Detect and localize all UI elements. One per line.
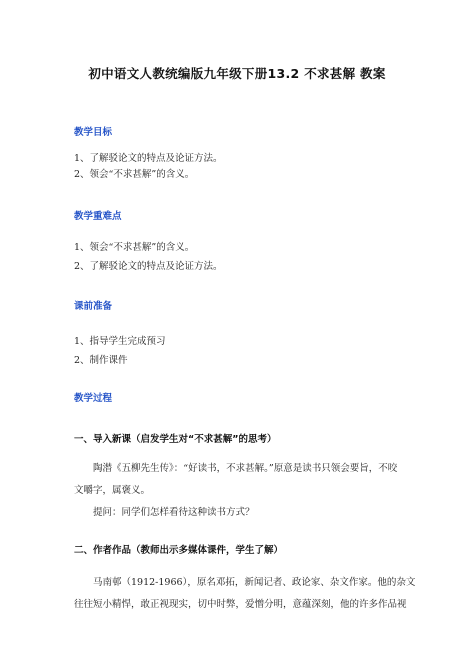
paragraph-line: 文嚼字，属褒义。 [74, 485, 151, 496]
paragraph-line: 马南邨（1912-1966），原名邓拓，新闻记者、政论家、杂文作家。他的杂文 [93, 577, 416, 588]
process-part2-paragraph [74, 572, 416, 616]
process-part1-heading: 一、导入新课（启发学生对“不求甚解”的思考） [74, 434, 277, 445]
preparation-item: 1、指导学生完成预习 [74, 336, 166, 347]
section-heading-preparation: 课前准备 [74, 301, 113, 312]
document-title: 初中语文人教统编版九年级下册13.2 不求甚解 教案 [88, 66, 386, 81]
section-heading-process: 教学过程 [74, 393, 113, 404]
key-point-item: 1、领会“不求甚解”的含义。 [74, 242, 195, 253]
process-part1-paragraph [74, 458, 400, 502]
goal-item: 2、领会“不求甚解”的含义。 [74, 169, 195, 180]
paragraph-line: 往往短小精悍，敢正视现实，切中时弊，爱憎分明，意蕴深刻，他的许多作品视 [74, 599, 407, 610]
process-part1-question: 提问：同学们怎样看待这种读书方式？ [93, 507, 255, 518]
key-point-item: 2、了解驳论文的特点及论证方法。 [74, 261, 223, 272]
section-heading-goals: 教学目标 [74, 127, 113, 138]
process-part2-heading: 二、作者作品（教师出示多媒体课件，学生了解） [74, 545, 284, 556]
section-heading-key-points: 教学重难点 [74, 211, 122, 222]
preparation-item: 2、制作课件 [74, 355, 128, 366]
paragraph-line: 陶潜《五柳先生传》：“好读书，不求甚解。”原意是读书只领会要旨，不咬 [93, 463, 398, 474]
goal-item: 1、了解驳论文的特点及论证方法。 [74, 153, 223, 164]
